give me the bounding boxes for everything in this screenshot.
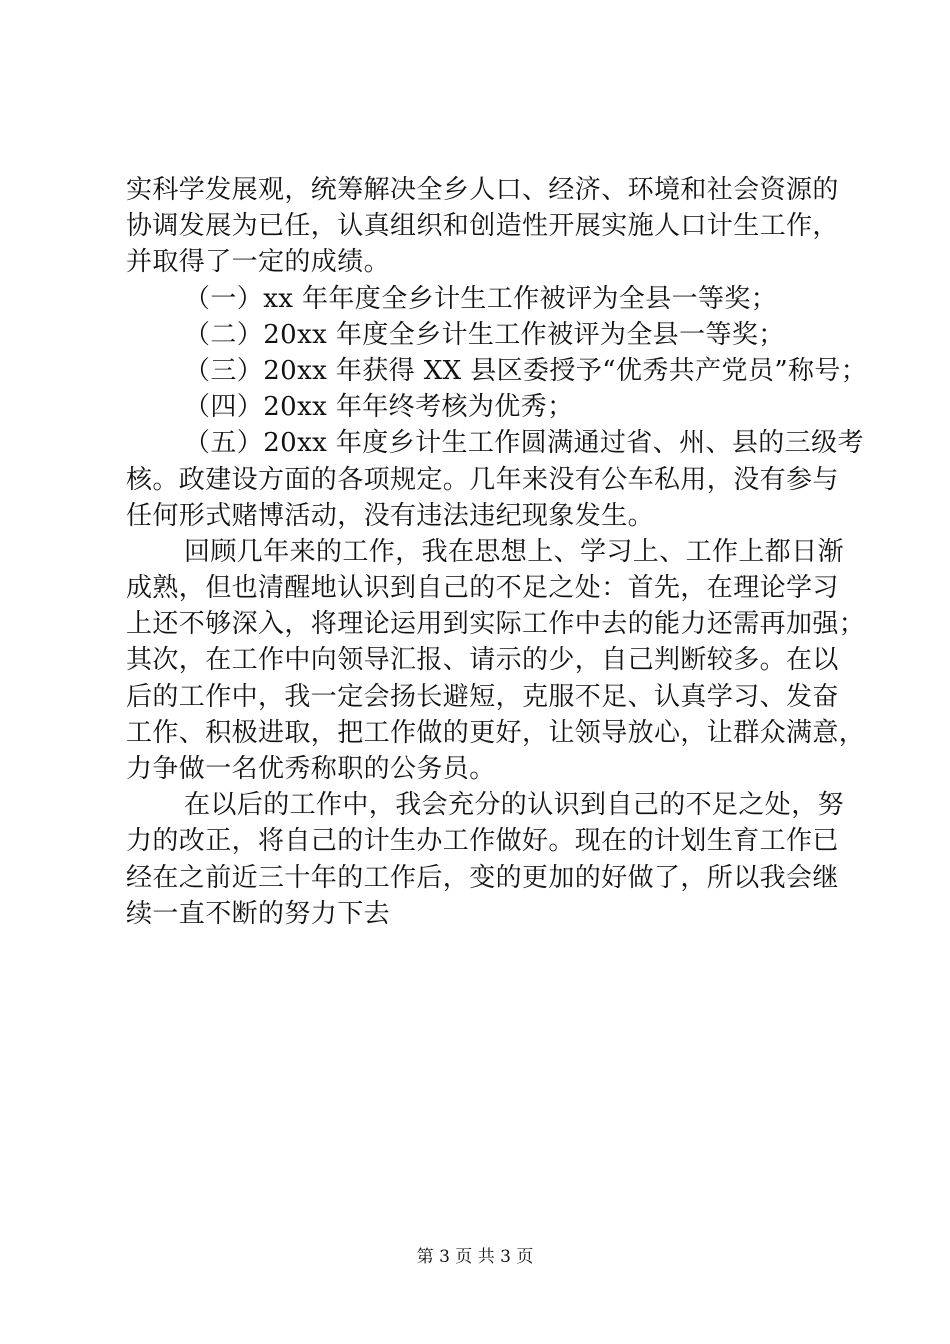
text-line: 并取得了一定的成绩。 xyxy=(126,247,391,278)
text-line: 后的工作中，我一定会扬长避短，克服不足、认真学习、发奋 xyxy=(126,681,839,712)
page-footer xyxy=(0,1247,950,1267)
text-line: 续一直不断的努力下去 xyxy=(126,898,391,929)
text-line: 任何形式赌博活动，没有违法违纪现象发生。 xyxy=(126,500,655,531)
text-line: 协调发展为已任，认真组织和创造性开展实施人口计生工作， xyxy=(126,211,839,242)
list-item: （一）xx 年年度全乡计生工作被评为全县一等奖； xyxy=(184,283,778,314)
list-item: （三）20xx 年获得 XX 县区委授予“优秀共产党员”称号； xyxy=(184,355,868,386)
list-item: （二）20xx 年度全乡计生工作被评为全县一等奖； xyxy=(184,319,785,350)
text-line: 上还不够深入，将理论运用到实际工作中去的能力还需再加强； xyxy=(126,609,866,640)
text-line: 经在之前近三十年的工作后，变的更加的好做了，所以我会继 xyxy=(126,862,839,893)
list-item: （四）20xx 年年终考核为优秀； xyxy=(184,392,574,423)
list-item: （五）20xx 年度乡计生工作圆满通过省、州、县的三级考 xyxy=(184,428,864,459)
text-line: 实科学发展观，统筹解决全乡人口、经济、环境和社会资源的 xyxy=(126,175,839,205)
text-line: 工作、积极进取，把工作做的更好，让领导放心，让群众满意， xyxy=(126,717,866,748)
paragraph-start: 在以后的工作中，我会充分的认识到自己的不足之处，努 xyxy=(184,790,845,821)
text-line: 力的改正，将自己的计生办工作做好。现在的计划生育工作已 xyxy=(126,826,839,857)
text-line: 成熟，但也清醒地认识到自己的不足之处：首先，在理论学习 xyxy=(126,573,839,604)
document-body xyxy=(126,172,868,932)
text-line: 其次，在工作中向领导汇报、请示的少，自己判断较多。在以 xyxy=(126,645,839,676)
text-line: 力争做一名优秀称职的公务员。 xyxy=(126,754,496,784)
paragraph-start: 回顾几年来的工作，我在思想上、学习上、工作上都日渐 xyxy=(184,536,845,567)
page-number: 第 3 页 共 3 页 xyxy=(416,1247,534,1267)
text-line: 核。政建设方面的各项规定。几年来没有公车私用，没有参与 xyxy=(126,464,839,495)
